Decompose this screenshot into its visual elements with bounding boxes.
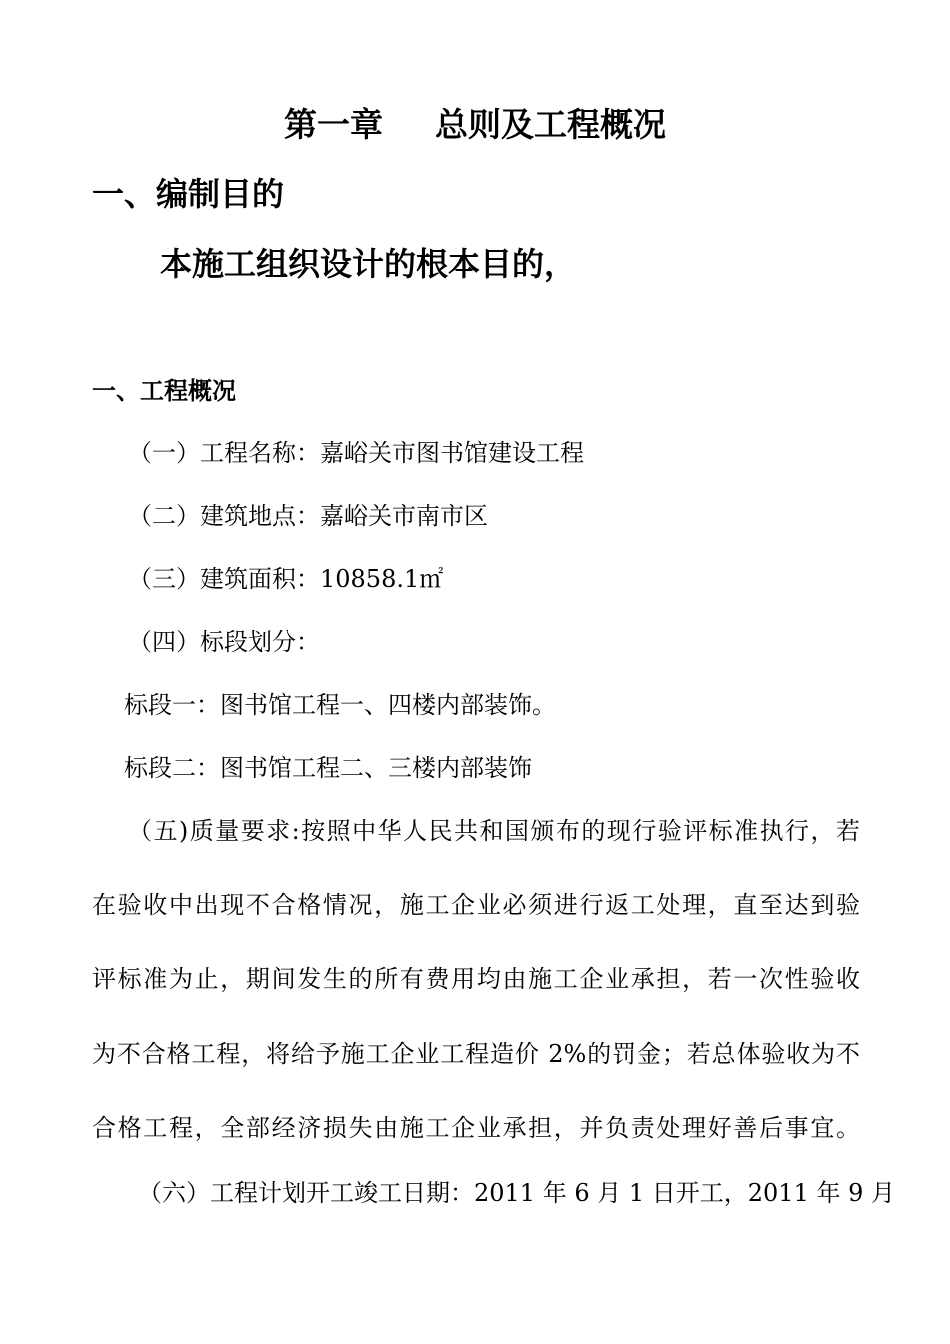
schedule-line: （六）工程计划开工竣工日期：2011 年 6 月 1 日开工，2011 年 9 月	[138, 1179, 895, 1207]
section-purpose-text: 本施工组织设计的根本目的，	[160, 245, 577, 283]
section-division-item: （四）标段划分：	[128, 628, 320, 656]
project-name-item: （一）工程名称：嘉峪关市图书馆建设工程	[128, 439, 584, 467]
project-area-item: （三）建筑面积：10858.1㎡	[128, 565, 444, 593]
quality-line-1: （五)质量要求:按照中华人民共和国颁布的现行验评标准执行，若	[128, 817, 860, 845]
section-two-item: 标段二：图书馆工程二、三楼内部装饰	[124, 754, 532, 782]
section-one-item: 标段一：图书馆工程一、四楼内部装饰。	[124, 691, 556, 719]
chapter-name: 总则及工程概况	[435, 105, 666, 144]
chapter-title	[0, 105, 950, 144]
project-location-item: （二）建筑地点：嘉峪关市南市区	[128, 502, 488, 530]
quality-line-4: 为不合格工程，将给予施工企业工程造价 2%的罚金；若总体验收为不	[92, 1040, 860, 1068]
quality-line-3: 评标准为止，期间发生的所有费用均由施工企业承担，若一次性验收	[92, 965, 860, 993]
section-heading-purpose: 一、编制目的	[92, 175, 285, 213]
chapter-number: 第一章	[284, 105, 383, 144]
section-heading-overview: 一、工程概况	[92, 377, 236, 405]
quality-line-5: 合格工程，全部经济损失由施工企业承担，并负责处理好善后事宜。	[92, 1114, 860, 1142]
quality-line-2: 在验收中出现不合格情况，施工企业必须进行返工处理，直至达到验	[92, 891, 860, 919]
